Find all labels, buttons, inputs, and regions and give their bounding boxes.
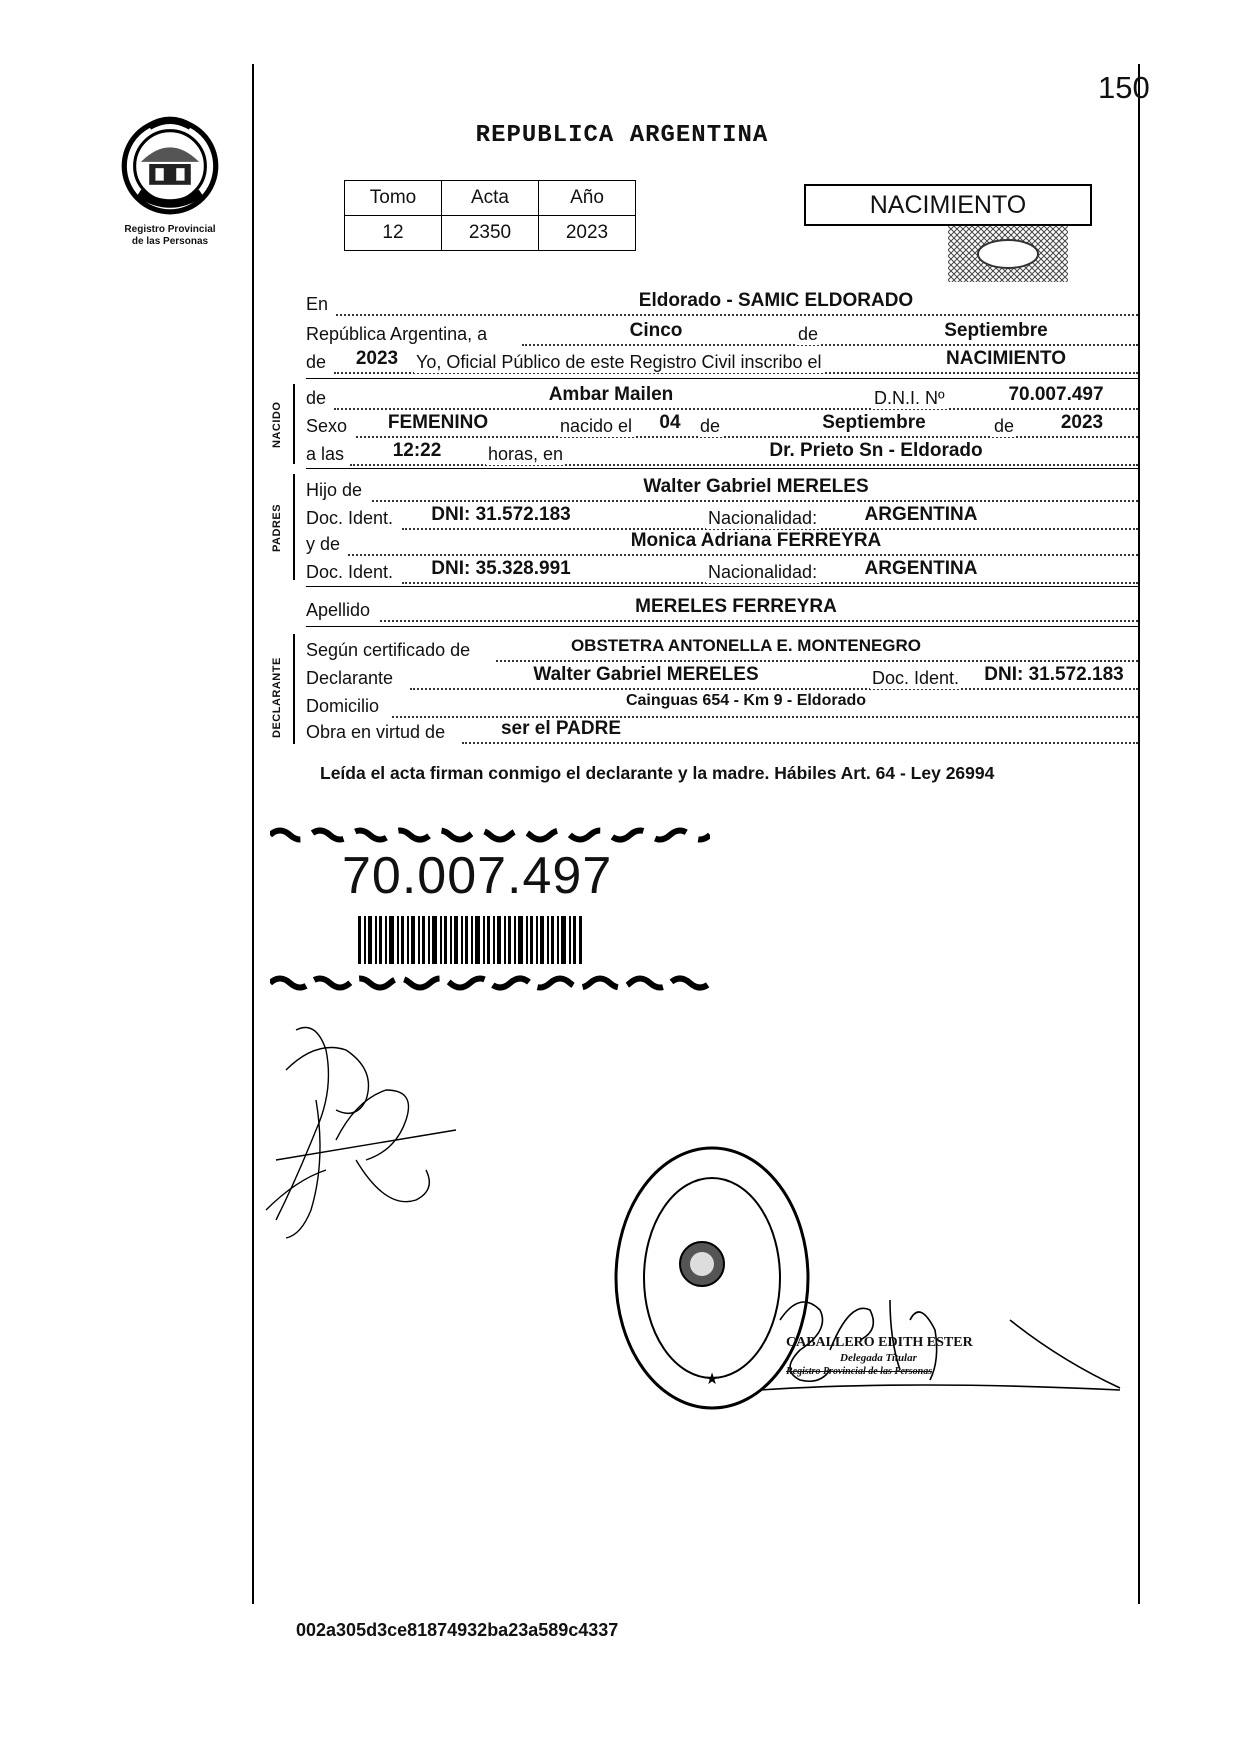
security-stamp-icon bbox=[948, 226, 1068, 282]
label-en: En bbox=[306, 294, 329, 314]
record-table-header-row bbox=[345, 181, 636, 216]
value-dni: 70.007.497 bbox=[1008, 384, 1104, 405]
section-bar-nacido bbox=[293, 384, 295, 464]
label-sexo: Sexo bbox=[306, 416, 348, 436]
label-de-anio-nac: de bbox=[994, 416, 1015, 436]
right-margin-line bbox=[1138, 64, 1140, 1604]
value-lugar: Eldorado - SAMIC ELDORADO bbox=[638, 290, 914, 311]
label-nac-padre: Nacionalidad: bbox=[708, 508, 818, 528]
value-domicilio: Cainguas 654 - Km 9 - Eldorado bbox=[625, 692, 867, 709]
label-certificado: Según certificado de bbox=[306, 640, 471, 660]
value-madre-nac: ARGENTINA bbox=[864, 558, 978, 579]
label-domicilio: Domicilio bbox=[306, 696, 380, 716]
barcode-icon bbox=[358, 916, 582, 964]
value-padre-doc: DNI: 31.572.183 bbox=[431, 504, 571, 525]
dni-number-large: 70.007.497 bbox=[342, 847, 613, 905]
official-office: Registro Provincial de las Personas bbox=[786, 1366, 933, 1377]
header-acta: Acta bbox=[442, 181, 539, 216]
value-mes: Septiembre bbox=[944, 320, 1048, 341]
row-certificado bbox=[306, 636, 1138, 662]
label-de-mes: de bbox=[700, 416, 721, 436]
value-madre-doc: DNI: 35.328.991 bbox=[431, 558, 571, 579]
svg-text:★: ★ bbox=[704, 1371, 720, 1388]
row-madre bbox=[306, 530, 1138, 556]
label-nacido-el: nacido el bbox=[560, 416, 633, 436]
value-lugar-nac: Dr. Prieto Sn - Eldorado bbox=[769, 440, 983, 461]
value-padre: Walter Gabriel MERELES bbox=[643, 476, 869, 497]
row-madre-doc bbox=[306, 558, 1138, 584]
row-padre bbox=[306, 476, 1138, 502]
official-role: Delegada Titular bbox=[840, 1352, 917, 1364]
label-a-las: a las bbox=[306, 444, 345, 464]
label-republica: República Argentina, a bbox=[306, 324, 488, 344]
dni-security-strip-top-icon bbox=[270, 826, 710, 844]
value-tomo: 12 bbox=[345, 216, 442, 251]
value-declarante: Walter Gabriel MERELES bbox=[533, 664, 759, 685]
value-apellido: MERELES FERREYRA bbox=[635, 596, 837, 617]
value-madre: Monica Adriana FERREYRA bbox=[630, 530, 882, 551]
separator-3 bbox=[306, 586, 1138, 587]
row-domicilio bbox=[306, 692, 1138, 718]
value-anio: 2023 bbox=[539, 216, 636, 251]
separator-2 bbox=[306, 468, 1138, 469]
value-dia: Cinco bbox=[629, 320, 683, 341]
closing-statement: Leída el acta firman conmigo el declarante y la madre. Hábiles Art. 64 - Ley 26994 bbox=[320, 763, 995, 783]
act-type-box: NACIMIENTO bbox=[804, 184, 1092, 226]
value-nombre: Ambar Mailen bbox=[548, 384, 674, 405]
header-anio: Año bbox=[539, 181, 636, 216]
document-hash: 002a305d3ce81874932ba23a589c4337 bbox=[296, 1620, 619, 1640]
label-y-de: y de bbox=[306, 534, 341, 554]
label-nac-madre: Nacionalidad: bbox=[708, 562, 818, 582]
seal-caption-line-1: Registro Provincial bbox=[124, 224, 216, 235]
value-doc-declarante: DNI: 31.572.183 bbox=[984, 664, 1124, 685]
label-obra: Obra en virtud de bbox=[306, 722, 446, 742]
value-anio: 2023 bbox=[355, 348, 399, 369]
declarant-signature-icon bbox=[256, 1010, 476, 1240]
left-margin-line bbox=[252, 64, 254, 1604]
value-acta: 2350 bbox=[442, 216, 539, 251]
row-hora bbox=[306, 440, 1138, 466]
document-title: REPUBLICA ARGENTINA bbox=[475, 122, 769, 149]
separator-4 bbox=[306, 626, 1138, 627]
label-doc-padre: Doc. Ident. bbox=[306, 508, 394, 528]
label-de: de bbox=[798, 324, 819, 344]
row-nombre bbox=[306, 384, 1138, 410]
official-name: CABALLERO EDITH ESTER bbox=[786, 1335, 973, 1350]
value-padre-nac: ARGENTINA bbox=[864, 504, 978, 525]
dni-security-strip-bottom-icon bbox=[270, 974, 710, 992]
header-tomo: Tomo bbox=[345, 181, 442, 216]
section-bar-padres bbox=[293, 474, 295, 580]
label-hijo-de: Hijo de bbox=[306, 480, 363, 500]
value-mes-nac: Septiembre bbox=[822, 412, 926, 433]
row-inscribo bbox=[306, 348, 1138, 374]
section-label-padres: PADRES bbox=[271, 503, 283, 552]
label-dni: D.N.I. Nº bbox=[874, 388, 945, 408]
value-certificado: OBSTETRA ANTONELLA E. MONTENEGRO bbox=[570, 636, 922, 655]
value-sexo: FEMENINO bbox=[387, 412, 489, 433]
value-obra: ser el PADRE bbox=[500, 718, 622, 739]
row-sexo bbox=[306, 412, 1138, 438]
row-lugar bbox=[306, 290, 1138, 316]
seal-caption-line-2: de las Personas bbox=[131, 236, 209, 247]
label-horas-en: horas, en bbox=[488, 444, 564, 464]
label-declarante: Declarante bbox=[306, 668, 394, 688]
row-obra bbox=[306, 718, 1138, 744]
record-table-value-row bbox=[345, 216, 636, 251]
separator-1 bbox=[306, 378, 1138, 379]
record-table bbox=[344, 180, 636, 251]
value-anio-nac: 2023 bbox=[1060, 412, 1104, 433]
label-doc-madre: Doc. Ident. bbox=[306, 562, 394, 582]
row-fecha bbox=[306, 320, 1138, 346]
section-label-declarante: DECLARANTE bbox=[271, 657, 283, 738]
seal-caption bbox=[104, 224, 236, 248]
row-apellido bbox=[306, 596, 1138, 622]
value-dia-nac: 04 bbox=[659, 412, 681, 433]
value-hora: 12:22 bbox=[392, 440, 442, 461]
row-padre-doc bbox=[306, 504, 1138, 530]
section-label-nacido: NACIDO bbox=[271, 401, 283, 448]
label-de-nombre: de bbox=[306, 388, 327, 408]
row-declarante bbox=[306, 664, 1138, 690]
label-oficial: Yo, Oficial Público de este Registro Civil inscribo el bbox=[416, 352, 822, 372]
page-number: 150 bbox=[1098, 70, 1150, 105]
section-bar-declarante bbox=[293, 634, 295, 744]
label-doc-declarante: Doc. Ident. bbox=[872, 668, 960, 688]
label-de-anio: de bbox=[306, 352, 327, 372]
label-apellido: Apellido bbox=[306, 600, 371, 620]
value-tipo: NACIMIENTO bbox=[946, 348, 1066, 369]
